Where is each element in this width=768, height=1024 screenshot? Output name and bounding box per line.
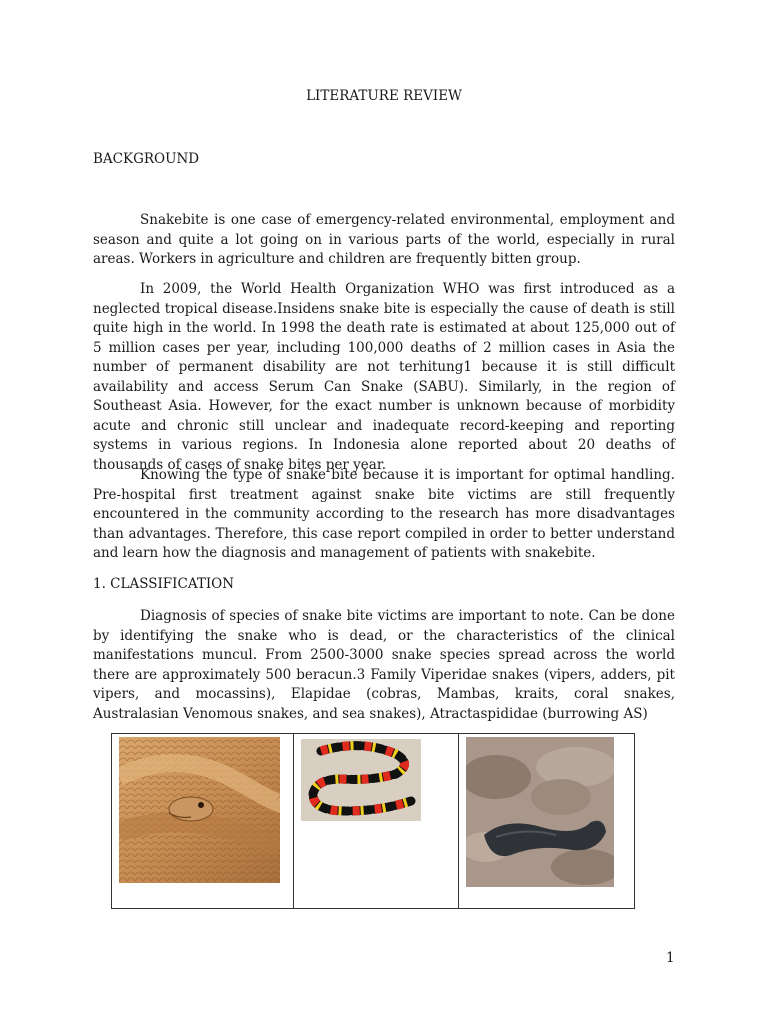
paragraph-classification: Diagnosis of species of snake bite victims are important to note. Can be done by identifying the snake who is dead, or the characteristics of the clinical manifestations muncul. From 2500-3000 snake species spread across the world there are approximately 500 beracun.3 Family Viperidae snakes (vipers, adders, pit vipers, and mocassins), Elapidae (cobras, Mambas, kraits, coral snakes, Australasian Venomous snakes, and sea snakes), Atractaspididae (burrowing AS) [93, 608, 675, 722]
page-number: 1 [666, 950, 675, 966]
paragraph-treatment: Knowing the type of snake bite because it is important for optimal handling. Pre-hospital first treatment against snake bite victims are still frequently encountered in the community according to the research has more disadvantages than advantages. Therefore, this case report compiled in order to better understand and learn how the diagnosis and management of patients with snakebite. [93, 467, 675, 561]
viper-snake-photo [119, 737, 280, 883]
image-cell-burrowing [459, 734, 635, 909]
classification-heading: 1. CLASSIFICATION [93, 576, 235, 592]
burrowing-asp-photo [466, 737, 614, 887]
paragraph-who-statistics: In 2009, the World Health Organization WHO was first introduced as a neglected tropical disease.Insidens snake bite is especially the cause of death is still quite high in the world. In 1998 the death rate is estimated at about 125,000 out of 5 million cases per year, including 100,000 deaths of 2 million cases in Asia the number of permanent disability are not terhitung1 because it is still difficult availability and access Serum Can Snake (SABU). Similarly, in the region of Southeast Asia. However, for the exact number is unknown because of morbidity acute and chronic still unclear and inadequate record-keeping and reporting systems in various regions. In Indonesia alone reported about 20 deaths of thousands of cases of snake bites per year. [93, 281, 675, 473]
image-cell-viper [112, 734, 294, 909]
page-title: LITERATURE REVIEW [306, 88, 462, 104]
image-cell-coral [294, 734, 459, 909]
paragraph-snakebite-intro: Snakebite is one case of emergency-related environmental, employment and season and quite a lot going on in various parts of the world, especially in rural areas. Workers in agriculture and children are frequently bitten group. [93, 212, 675, 267]
snake-image-table [111, 733, 635, 909]
coral-snake-photo [301, 739, 421, 821]
background-heading: BACKGROUND [93, 151, 200, 167]
